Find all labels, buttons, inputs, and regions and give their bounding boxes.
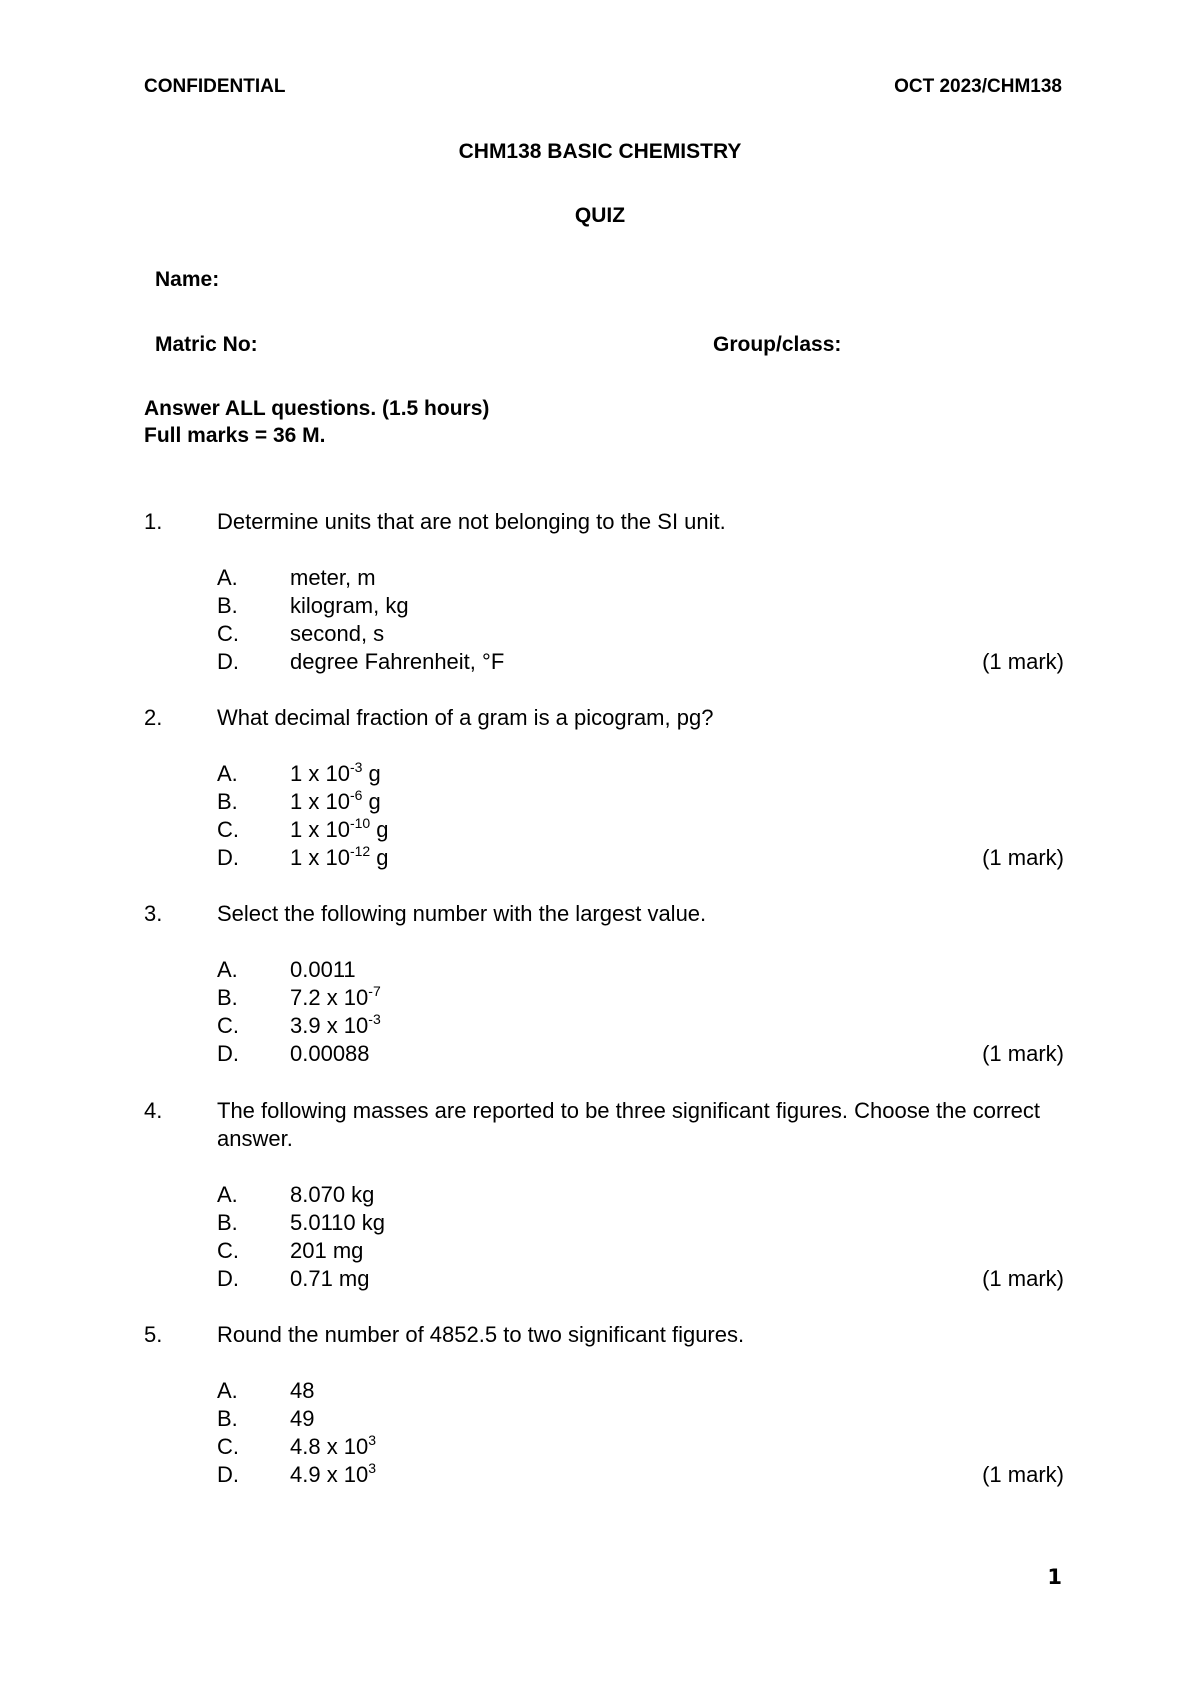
- option-text: degree Fahrenheit, °F: [290, 649, 505, 674]
- option-a: [217, 564, 1064, 592]
- marks-label: (1 mark): [982, 1462, 1064, 1487]
- option-label: D.: [217, 1266, 239, 1291]
- quiz-title: QUIZ: [574, 204, 626, 227]
- option-label: A.: [217, 1182, 238, 1207]
- option-a: [217, 1377, 1064, 1405]
- option-b: [217, 1405, 1064, 1433]
- option-label: C.: [217, 1238, 239, 1263]
- option-label: C.: [217, 621, 239, 646]
- option-text: 4.9 x $10^3$: [290, 1459, 377, 1487]
- question-stem: Determine units that are not belonging to the SI unit.: [217, 509, 726, 534]
- marks-label: (1 mark): [982, 845, 1064, 870]
- option-label: A.: [217, 761, 238, 786]
- option-label: C.: [217, 817, 239, 842]
- option-label: D.: [217, 1462, 239, 1487]
- option-text: 4.8 x $10^3$: [290, 1431, 377, 1459]
- question-number: 1.: [144, 509, 163, 534]
- option-text: 0.71 mg: [290, 1266, 370, 1291]
- question-number: 3.: [144, 901, 163, 926]
- question-number: 2.: [144, 705, 163, 730]
- question-number: 4.: [144, 1098, 163, 1123]
- option-text: 201 mg: [290, 1238, 364, 1263]
- option-text: 0.0011: [290, 957, 356, 982]
- option-a: [217, 956, 1064, 984]
- option-label: B.: [217, 1210, 238, 1235]
- question-stem: Round the number of 4852.5 to two significant figures.: [217, 1322, 745, 1347]
- option-d: [217, 1040, 1064, 1068]
- option-d: [217, 648, 1064, 676]
- option-label: A.: [217, 565, 238, 590]
- option-text: kilogram, kg: [290, 593, 409, 618]
- option-b: [217, 1209, 1064, 1237]
- option-text: 1 x $10^{-3}$ g: [290, 758, 381, 786]
- option-d: [217, 1461, 1064, 1489]
- option-b: [217, 788, 1064, 816]
- option-text: second, s: [290, 621, 385, 646]
- option-b: [217, 592, 1064, 620]
- option-text: 1 x $10^{-12}$ g: [290, 842, 389, 870]
- question-number: 5.: [144, 1322, 163, 1347]
- option-text: 0.00088: [290, 1041, 370, 1066]
- option-c: [217, 1237, 1064, 1265]
- option-label: B.: [217, 1406, 238, 1431]
- option-label: C.: [217, 1013, 239, 1038]
- option-d: [217, 1265, 1064, 1293]
- option-text: 3.9 x $10^{-3}$: [290, 1010, 381, 1038]
- option-label: B.: [217, 789, 238, 814]
- option-label: B.: [217, 593, 238, 618]
- option-text: 5.0110 kg: [290, 1210, 386, 1235]
- option-label: C.: [217, 1434, 239, 1459]
- option-label: A.: [217, 957, 238, 982]
- option-text: 1 x $10^{-6}$ g: [290, 786, 381, 814]
- option-c: [217, 620, 1064, 648]
- option-b: [217, 984, 1064, 1012]
- option-text: 48: [290, 1378, 315, 1403]
- question-stem: Select the following number with the largest value.: [217, 901, 707, 926]
- option-text: 49: [290, 1406, 315, 1431]
- name-label: Name:: [155, 268, 220, 291]
- option-a: [217, 760, 1064, 788]
- option-c: [217, 1433, 1064, 1461]
- option-text: 1 x $10^{-10}$ g: [290, 814, 389, 842]
- header-confidential: CONFIDENTIAL: [144, 76, 286, 97]
- option-a: [217, 1181, 1064, 1209]
- option-label: D.: [217, 845, 239, 870]
- marks-label: (1 mark): [982, 1041, 1064, 1066]
- option-c: [217, 1012, 1064, 1040]
- option-c: [217, 816, 1064, 844]
- instruction-line-1: Answer ALL questions. (1.5 hours): [144, 397, 490, 420]
- header-exam-code: OCT 2023/CHM138: [894, 76, 1062, 97]
- option-text: 8.070 kg: [290, 1182, 375, 1207]
- option-label: D.: [217, 649, 239, 674]
- question-stem: What decimal fraction of a gram is a picogram, pg?: [217, 705, 714, 730]
- marks-label: (1 mark): [982, 649, 1064, 674]
- question-stem: The following masses are reported to be three significant figures. Choose the correct answer.: [217, 1098, 1040, 1151]
- option-label: D.: [217, 1041, 239, 1066]
- marks-label: (1 mark): [982, 1266, 1064, 1291]
- option-d: [217, 844, 1064, 872]
- option-label: A.: [217, 1378, 238, 1403]
- option-text: meter, m: [290, 565, 376, 590]
- matric-label: Matric No:: [155, 333, 258, 356]
- option-text: 7.2 x $10^{-7}$: [290, 982, 381, 1010]
- page-number: 1: [1047, 1565, 1062, 1589]
- course-title: CHM138 BASIC CHEMISTRY: [458, 140, 742, 163]
- group-label: Group/class:: [713, 333, 842, 356]
- option-label: B.: [217, 985, 238, 1010]
- instruction-line-2: Full marks = 36 M.: [144, 424, 326, 447]
